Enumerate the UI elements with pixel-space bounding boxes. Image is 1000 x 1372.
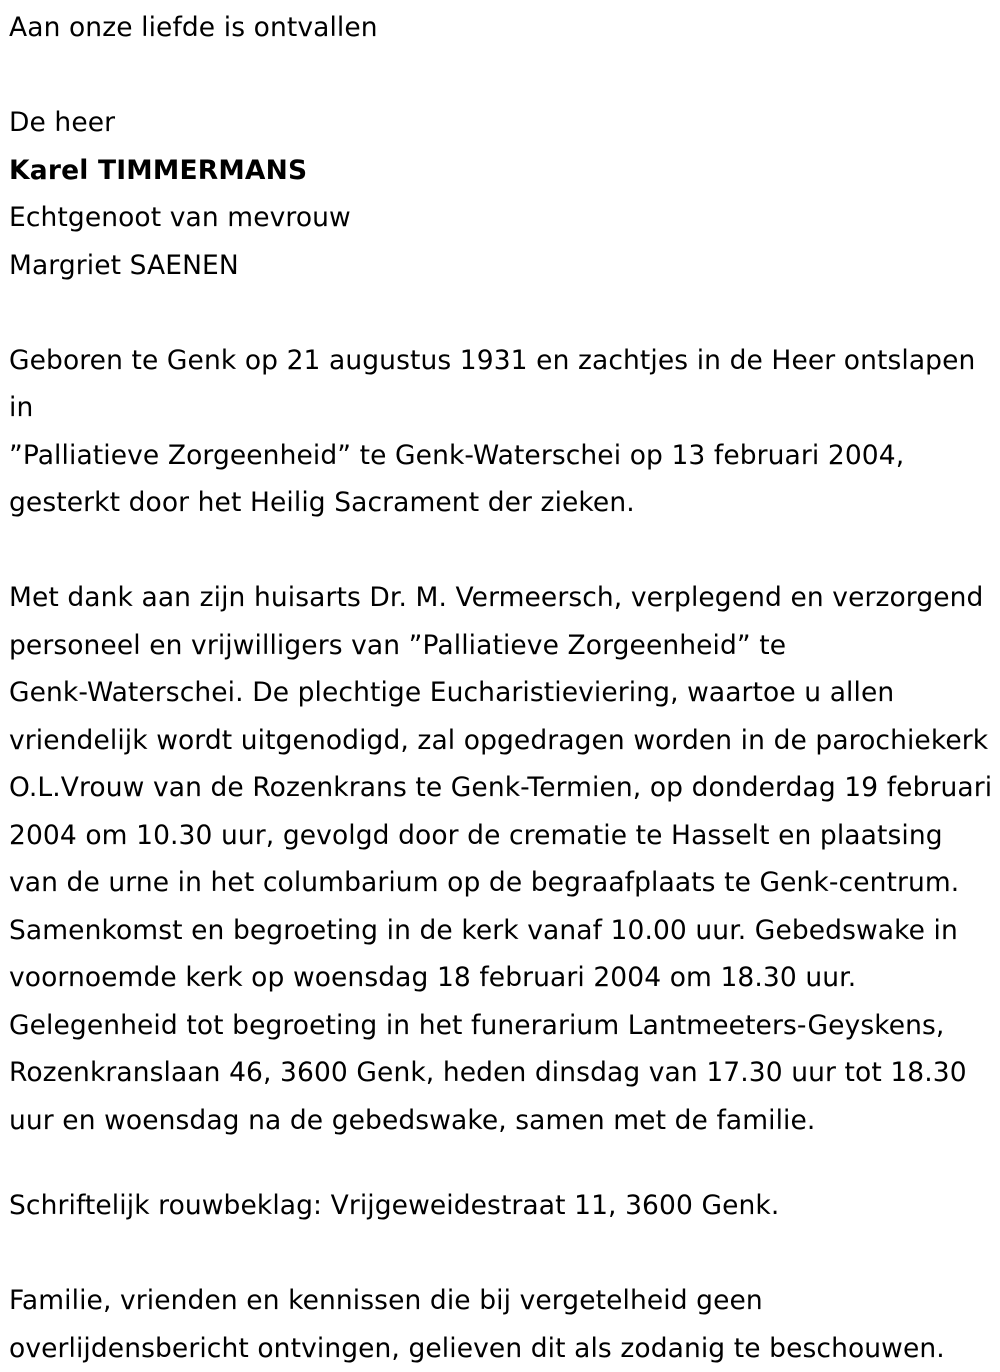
salutation: De heer [9, 99, 994, 147]
condolences-block [9, 1182, 994, 1230]
service-paragraph [9, 574, 994, 1144]
closing-line-2: overlijdensbericht ontvingen, gelieven dit als zodanig te beschouwen. [9, 1325, 994, 1372]
opening-line: Aan onze liefde is ontvallen [9, 4, 994, 52]
closing-line-1: Familie, vrienden en kennissen die bij vergetelheid geen [9, 1277, 994, 1325]
spouse-relation: Echtgenoot van mevrouw [9, 194, 994, 242]
spacer-after-service [9, 1144, 994, 1182]
spacer-after-condolences [9, 1230, 994, 1278]
birth-death-line-2: ”Palliatieve Zorgeenheid” te Genk-Waterschei op 13 februari 2004, [9, 432, 994, 480]
birth-death-line-1: Geboren te Genk op 21 augustus 1931 en zachtjes in de Heer ontslapen in [9, 337, 994, 432]
deceased-identity-block [9, 99, 994, 289]
spouse-name: Margriet SAENEN [9, 242, 994, 290]
service-line-4: vriendelijk wordt uitgenodigd, zal opgedragen worden in de parochiekerk [9, 717, 994, 765]
birth-death-line-3: gesterkt door het Heilig Sacrament der zieken. [9, 479, 994, 527]
service-line-8: Samenkomst en begroeting in de kerk vanaf 10.00 uur. Gebedswake in [9, 907, 994, 955]
service-line-5: O.L.Vrouw van de Rozenkrans te Genk-Termien, op donderdag 19 februari [9, 764, 994, 812]
deceased-name: Karel TIMMERMANS [9, 147, 994, 195]
opening-block [9, 4, 994, 52]
service-line-3: Genk-Waterschei. De plechtige Eucharistieviering, waartoe u allen [9, 669, 994, 717]
service-line-2: personeel en vrijwilligers van ”Palliatieve Zorgeenheid” te [9, 622, 994, 670]
condolences-line: Schriftelijk rouwbeklag: Vrijgeweidestraat 11, 3600 Genk. [9, 1182, 994, 1230]
service-line-1: Met dank aan zijn huisarts Dr. M. Vermeersch, verplegend en verzorgend [9, 574, 994, 622]
spacer-after-identity [9, 289, 994, 337]
birth-death-paragraph [9, 337, 994, 527]
service-line-7: van de urne in het columbarium op de begraafplaats te Genk-centrum. [9, 859, 994, 907]
spacer-after-birth-death [9, 527, 994, 575]
service-line-10: Gelegenheid tot begroeting in het funerarium Lantmeeters-Geyskens, [9, 1002, 994, 1050]
spacer-after-opening [9, 52, 994, 100]
service-line-12: uur en woensdag na de gebedswake, samen met de familie. [9, 1097, 994, 1145]
service-line-9: voornoemde kerk op woensdag 18 februari 2004 om 18.30 uur. [9, 954, 994, 1002]
service-line-6: 2004 om 10.30 uur, gevolgd door de crematie te Hasselt en plaatsing [9, 812, 994, 860]
service-line-11: Rozenkranslaan 46, 3600 Genk, heden dinsdag van 17.30 uur tot 18.30 [9, 1049, 994, 1097]
closing-paragraph [9, 1277, 994, 1372]
